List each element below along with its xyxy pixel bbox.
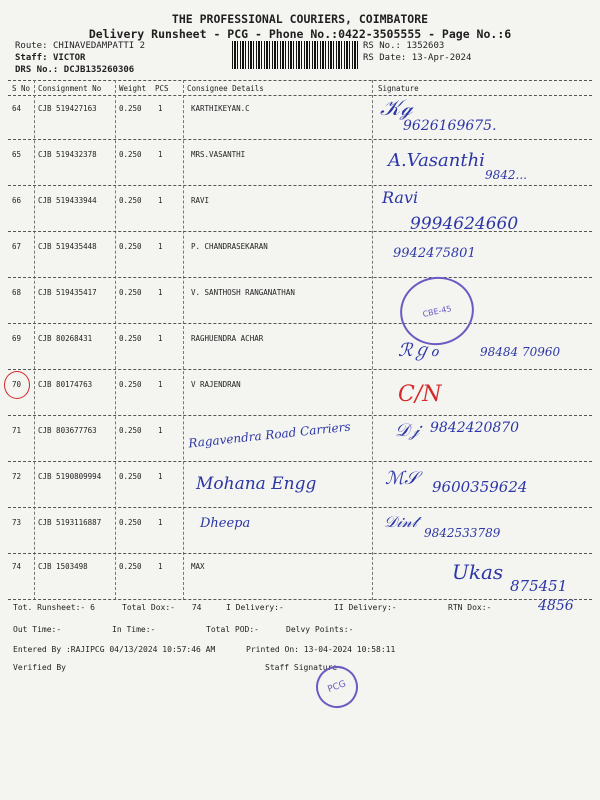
row-consignment: CJB 5190809994 bbox=[38, 472, 102, 481]
row-weight: 0.250 bbox=[119, 472, 142, 481]
route-value: CHINAVEDAMPATTI 2 bbox=[52, 41, 146, 51]
handwritten-phone: 9942475801 bbox=[393, 246, 476, 261]
handwritten-phone: 9842533789 bbox=[424, 526, 501, 540]
delvy-points: Delvy Points:- bbox=[286, 625, 354, 634]
row-weight: 0.250 bbox=[119, 380, 142, 389]
row-pcs: 1 bbox=[158, 150, 163, 159]
i-delivery: I Delivery:- bbox=[226, 603, 284, 612]
row-consignment: CJB 80174763 bbox=[38, 380, 93, 389]
printed-on: Printed On: 13-04-2024 10:58:11 bbox=[246, 645, 396, 654]
col-weight: Weight bbox=[119, 84, 147, 93]
row-divider bbox=[8, 415, 592, 416]
rs-date-label: RS Date: bbox=[363, 53, 407, 63]
row-divider bbox=[8, 185, 592, 186]
signature-scribble: 𝒟𝒾𝓃𝓉 bbox=[384, 512, 418, 531]
row-pcs: 1 bbox=[158, 196, 163, 205]
total-dox-value: 74 bbox=[191, 603, 202, 612]
runsheet-subtitle: Delivery Runsheet - PCG - Phone No.:0422-3505555 - Page No.:6 bbox=[88, 27, 512, 41]
route-line bbox=[15, 41, 145, 51]
row-weight: 0.250 bbox=[119, 426, 142, 435]
col-consignment: Consignment No bbox=[38, 84, 102, 93]
row-pcs: 1 bbox=[158, 426, 163, 435]
row-weight: 0.250 bbox=[119, 196, 142, 205]
row-consignee: RAGHUENDRA ACHAR bbox=[191, 334, 264, 343]
row-consignment: CJB 1503498 bbox=[38, 562, 88, 571]
col-sno: S No bbox=[12, 84, 31, 93]
handwritten-consignee: Ragavendra Road Carriers bbox=[187, 419, 352, 451]
row-consignee: P. CHANDRASEKARAN bbox=[191, 242, 268, 251]
in-time: In Time:- bbox=[112, 625, 156, 634]
ii-delivery: II Delivery:- bbox=[334, 603, 397, 612]
row-weight: 0.250 bbox=[119, 334, 142, 343]
total-dox-line bbox=[122, 603, 201, 612]
col-signature: Signature bbox=[378, 84, 419, 93]
stamp-text: PCG bbox=[326, 679, 348, 695]
handwritten-phone: 9994624660 bbox=[410, 214, 519, 234]
row-sno: 66 bbox=[12, 196, 22, 205]
handwritten-signature: Ravi bbox=[382, 188, 419, 207]
handwritten-consignee: Mohana Engg bbox=[196, 474, 317, 494]
row-consignment: CJB 519432378 bbox=[38, 150, 97, 159]
row-sno: 69 bbox=[12, 334, 22, 343]
row-sno: 70 bbox=[12, 380, 22, 389]
route-label: Route: bbox=[15, 41, 48, 51]
row-consignee: V RAJENDRAN bbox=[191, 380, 241, 389]
row-sno: 74 bbox=[12, 562, 22, 571]
handwritten-signature: Ukas bbox=[452, 560, 504, 584]
row-divider bbox=[8, 139, 592, 140]
row-consignment: CJB 519427163 bbox=[38, 104, 97, 113]
row-pcs: 1 bbox=[158, 380, 163, 389]
row-consignment: CJB 519433944 bbox=[38, 196, 97, 205]
row-divider bbox=[8, 369, 592, 370]
col-separator bbox=[183, 80, 184, 600]
handwritten-number: 875451 bbox=[510, 577, 568, 595]
row-consignee: MAX bbox=[191, 562, 205, 571]
row-consignee: RAVI bbox=[191, 196, 210, 205]
rtn-dox: RTN Dox:- bbox=[448, 603, 492, 612]
signature-scribble: 𝒟𝒿 bbox=[395, 420, 420, 441]
drs-value: DCJB135260306 bbox=[63, 65, 135, 75]
row-weight: 0.250 bbox=[119, 518, 142, 527]
out-time: Out Time:- bbox=[13, 625, 62, 634]
staff-signature: Staff Signature bbox=[265, 663, 338, 672]
handwritten-phone: 9842420870 bbox=[430, 420, 520, 436]
col-separator bbox=[115, 80, 116, 600]
verified-by: Verified By bbox=[13, 663, 66, 672]
row-weight: 0.250 bbox=[119, 150, 142, 159]
row-pcs: 1 bbox=[158, 104, 163, 113]
row-divider bbox=[8, 323, 592, 324]
row-weight: 0.250 bbox=[119, 562, 142, 571]
row-consignment: CJB 519435417 bbox=[38, 288, 97, 297]
staff-label: Staff: bbox=[15, 53, 48, 63]
handwritten-phone: 9842... bbox=[485, 168, 527, 182]
row-divider bbox=[8, 461, 592, 462]
header-top-rule bbox=[8, 80, 592, 81]
rs-no-value: 1352603 bbox=[406, 41, 445, 51]
row-pcs: 1 bbox=[158, 518, 163, 527]
row-sno: 68 bbox=[12, 288, 22, 297]
row-consignment: CJB 519435448 bbox=[38, 242, 97, 251]
rs-no-label: RS No.: bbox=[363, 41, 401, 51]
row-pcs: 1 bbox=[158, 562, 163, 571]
col-consignee: Consignee Details bbox=[187, 84, 264, 93]
staff-line bbox=[15, 53, 85, 63]
row-pcs: 1 bbox=[158, 288, 163, 297]
row-consignment: CJB 803677763 bbox=[38, 426, 97, 435]
signature-scribble: ℳ𝒮 bbox=[385, 468, 419, 489]
handwritten-phone: 9626169675. bbox=[403, 118, 497, 134]
row-weight: 0.250 bbox=[119, 242, 142, 251]
row-divider bbox=[8, 277, 592, 278]
row-sno: 65 bbox=[12, 150, 22, 159]
stamp-text: CBE-45 bbox=[421, 303, 453, 319]
col-pcs: PCS bbox=[155, 84, 169, 93]
signature-scribble: 𝒦ℊ bbox=[380, 96, 413, 121]
row-consignment: CJB 80268431 bbox=[38, 334, 93, 343]
rs-date-line bbox=[363, 53, 471, 63]
header-bottom-rule bbox=[8, 95, 592, 96]
tot-runsheet: Tot. Runsheet:- 6 bbox=[13, 603, 95, 612]
row-consignee: MRS.VASANTHI bbox=[191, 150, 246, 159]
row-divider bbox=[8, 599, 592, 600]
row-sno: 67 bbox=[12, 242, 22, 251]
row-pcs: 1 bbox=[158, 242, 163, 251]
drs-line bbox=[15, 65, 134, 75]
row-pcs: 1 bbox=[158, 472, 163, 481]
handwritten-signature: A.Vasanthi bbox=[388, 150, 485, 171]
company-title: THE PROFESSIONAL COURIERS, COIMBATORE bbox=[171, 12, 429, 26]
rs-date-value: 13-Apr-2024 bbox=[411, 53, 472, 63]
row-divider bbox=[8, 553, 592, 554]
row-consignment: CJB 5193116887 bbox=[38, 518, 102, 527]
row-weight: 0.250 bbox=[119, 288, 142, 297]
barcode bbox=[232, 41, 358, 69]
handwritten-phone: 98484 70960 bbox=[480, 345, 561, 359]
total-dox-label: Total Dox:- bbox=[122, 603, 175, 612]
staff-value: VICTOR bbox=[52, 53, 86, 63]
entered-by: Entered By :RAJIPCG 04/13/2024 10:57:46 AM bbox=[13, 645, 216, 654]
row-consignee: KARTHIKEYAN.C bbox=[191, 104, 250, 113]
row-sno: 73 bbox=[12, 518, 22, 527]
drs-label: DRS No.: bbox=[15, 65, 59, 75]
row-divider bbox=[8, 507, 592, 508]
handwritten-phone: 9600359624 bbox=[432, 478, 528, 496]
total-pod: Total POD:- bbox=[206, 625, 259, 634]
signature-scribble: ℛℊℴ bbox=[398, 340, 439, 361]
row-consignee: V. SANTHOSH RANGANATHAN bbox=[191, 288, 295, 297]
rs-no-line bbox=[363, 41, 444, 51]
col-separator bbox=[372, 80, 373, 600]
red-circle-mark bbox=[4, 371, 30, 399]
row-weight: 0.250 bbox=[119, 104, 142, 113]
handwritten-consignee: Dheepa bbox=[200, 516, 251, 531]
row-pcs: 1 bbox=[158, 334, 163, 343]
col-separator bbox=[34, 80, 35, 600]
row-sno: 64 bbox=[12, 104, 22, 113]
handwritten-number: 4856 bbox=[538, 598, 574, 614]
row-sno: 72 bbox=[12, 472, 22, 481]
handwritten-note: C/N bbox=[398, 382, 442, 407]
row-sno: 71 bbox=[12, 426, 22, 435]
